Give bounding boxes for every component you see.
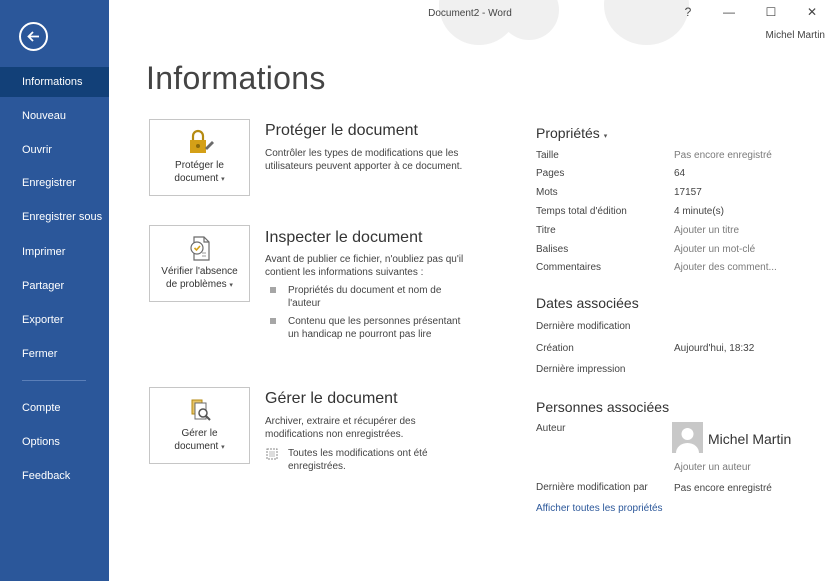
check-issues-button-label: Vérifier l'absence de problèmes ▾ xyxy=(161,266,238,290)
properties-heading[interactable]: Propriétés ▾ xyxy=(536,125,608,141)
inspect-bullet-item: Contenu que les personnes présentant un handicap ne pourront pas lire xyxy=(288,316,461,340)
chevron-down-icon: ▾ xyxy=(221,176,225,183)
title-bar xyxy=(109,0,831,60)
sidebar-item-nouveau[interactable]: Nouveau xyxy=(22,110,67,122)
sidebar-item-informations[interactable]: Informations xyxy=(0,67,109,97)
sidebar-item-exporter[interactable]: Exporter xyxy=(22,314,64,326)
inspect-description: Avant de publier ce fichier, n'oubliez pas qu'il contient les informations suivantes : xyxy=(265,254,464,278)
prop-value-words: 17157 xyxy=(674,187,702,198)
protect-heading: Protéger le document xyxy=(265,122,418,139)
date-label-created: Création xyxy=(536,343,574,354)
manage-button-label: Gérer le document ▾ xyxy=(174,428,225,452)
prop-label-tags: Balises xyxy=(536,244,569,255)
last-modified-by-value: Pas encore enregistré xyxy=(674,483,772,494)
chevron-down-icon: ▾ xyxy=(221,444,225,451)
maximize-icon[interactable]: ☐ xyxy=(765,5,777,19)
dates-heading: Dates associées xyxy=(536,295,639,311)
sidebar-item-imprimer[interactable]: Imprimer xyxy=(22,246,66,258)
sidebar-divider xyxy=(22,380,86,381)
show-all-properties-link[interactable]: Afficher toutes les propriétés xyxy=(536,503,663,514)
prop-tags-field[interactable]: Ajouter un mot-clé xyxy=(674,244,756,255)
chevron-down-icon: ▾ xyxy=(603,133,608,140)
sidebar-item-feedback[interactable]: Feedback xyxy=(22,470,71,482)
prop-value-size: Pas encore enregistré xyxy=(674,150,772,161)
window-title: Document2 - Word xyxy=(428,8,512,19)
sidebar-item-fermer[interactable]: Fermer xyxy=(22,348,58,360)
date-label-last-modified: Dernière modification xyxy=(536,321,631,332)
bullet-icon xyxy=(270,318,276,324)
check-issues-button[interactable] xyxy=(149,225,250,302)
chevron-down-icon: ▾ xyxy=(229,282,233,289)
close-icon[interactable]: ✕ xyxy=(806,5,818,19)
author-name[interactable]: Michel Martin xyxy=(708,431,792,447)
inspect-bullet-item: Propriétés du document et nom de l'auteur xyxy=(288,285,442,309)
sidebar-item-ouvrir[interactable]: Ouvrir xyxy=(22,144,52,156)
minimize-icon[interactable]: — xyxy=(723,5,735,19)
date-label-last-printed: Dernière impression xyxy=(536,364,626,375)
prop-label-editing-time: Temps total d'édition xyxy=(536,206,627,217)
sidebar-item-compte[interactable]: Compte xyxy=(22,402,61,414)
prop-label-size: Taille xyxy=(536,150,559,161)
decorative-circle xyxy=(604,0,689,45)
sidebar-item-partager[interactable]: Partager xyxy=(22,280,65,292)
protect-description: Contrôler les types de modifications que les utilisateurs peuvent apporter à ce document. xyxy=(265,148,463,172)
prop-label-comments: Commentaires xyxy=(536,262,602,273)
help-icon[interactable]: ? xyxy=(684,5,692,19)
sidebar-item-enregistrer[interactable]: Enregistrer xyxy=(22,177,76,189)
protect-document-button[interactable] xyxy=(149,119,250,196)
saved-document-icon xyxy=(266,447,278,465)
avatar[interactable] xyxy=(672,422,703,453)
decorative-circle xyxy=(499,0,559,40)
manage-note: Toutes les modifications ont été enregistrées. xyxy=(288,448,428,472)
date-value-created: Aujourd'hui, 18:32 xyxy=(674,343,755,354)
prop-value-editing-time: 4 minute(s) xyxy=(674,206,725,217)
signed-in-user[interactable]: Michel Martin xyxy=(765,30,825,41)
prop-label-title: Titre xyxy=(536,225,556,236)
backstage-sidebar xyxy=(0,0,109,581)
prop-title-field[interactable]: Ajouter un titre xyxy=(674,225,740,236)
prop-label-words: Mots xyxy=(536,187,558,198)
prop-comments-field[interactable]: Ajouter des comment... xyxy=(674,262,777,273)
sidebar-item-options[interactable]: Options xyxy=(22,436,60,448)
manage-document-icon xyxy=(150,396,249,424)
sidebar-item-enregistrer-sous[interactable]: Enregistrer sous xyxy=(22,211,103,223)
manage-description: Archiver, extraire et récupérer des modifications non enregistrées. xyxy=(265,416,416,440)
prop-value-pages: 64 xyxy=(674,168,686,179)
back-arrow-icon[interactable] xyxy=(19,22,48,51)
bullet-icon xyxy=(270,287,276,293)
inspect-heading: Inspecter le document xyxy=(265,229,423,246)
people-heading: Personnes associées xyxy=(536,399,670,415)
protect-button-label: Protéger le document ▾ xyxy=(174,160,225,184)
author-label: Auteur xyxy=(536,423,566,434)
manage-document-button[interactable] xyxy=(149,387,250,464)
lock-icon xyxy=(150,128,249,156)
add-author-field[interactable]: Ajouter un auteur xyxy=(674,462,751,473)
inspect-document-icon xyxy=(150,234,249,262)
page-title: Informations xyxy=(146,60,326,96)
prop-label-pages: Pages xyxy=(536,168,565,179)
last-modified-by-label: Dernière modification par xyxy=(536,482,648,493)
manage-heading: Gérer le document xyxy=(265,390,398,407)
